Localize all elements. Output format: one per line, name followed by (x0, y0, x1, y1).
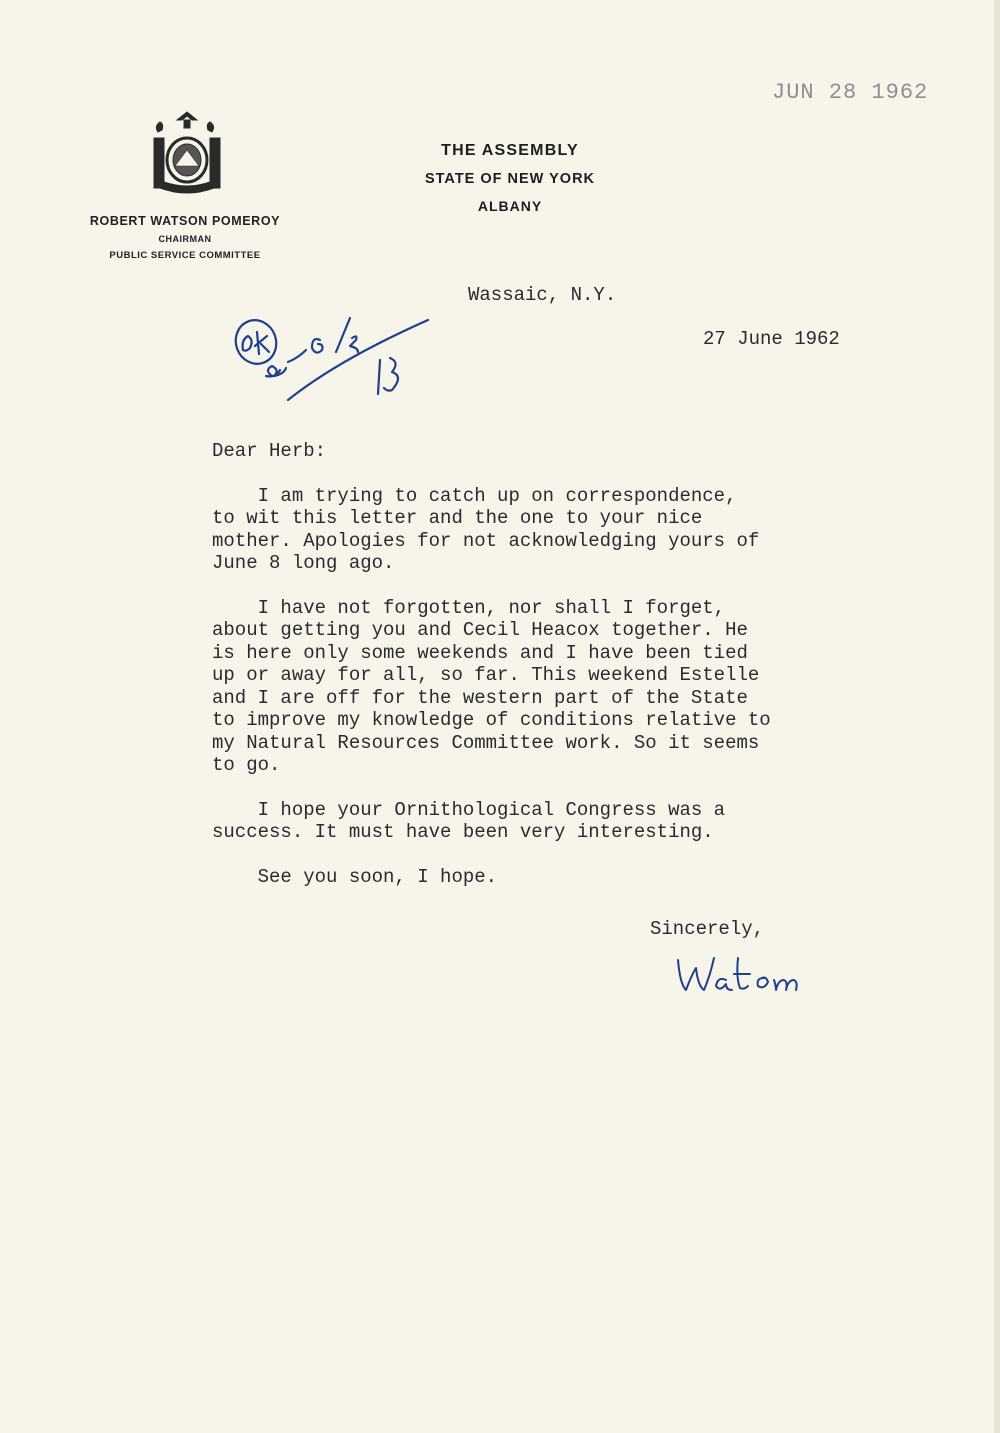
paragraph-line: success. It must have been very interesting. (212, 821, 714, 843)
new-york-state-seal-icon (140, 110, 235, 195)
greeting: Dear Herb: (212, 440, 327, 462)
paragraph-line: to improve my knowledge of conditions relative to (212, 709, 771, 731)
paragraph-line: June 8 long ago. (212, 552, 395, 574)
letterhead-line-state: STATE OF NEW YORK (424, 171, 596, 187)
paragraph-line: about getting you and Cecil Heacox together. He (212, 619, 748, 641)
sender-title: CHAIRMAN (158, 234, 212, 244)
paragraph-4 (212, 866, 902, 889)
handwritten-signature (672, 950, 812, 1000)
paragraph-1 (212, 485, 902, 575)
received-date-stamp: JUN 28 1962 (772, 80, 929, 105)
paragraph-2 (212, 597, 902, 777)
paragraph-line: to go. (212, 754, 281, 776)
paragraph-3 (212, 799, 902, 844)
paragraph-line: my Natural Resources Committee work. So it seems (212, 731, 760, 754)
signature-text: Watson (672, 950, 676, 951)
letter-date: 27 June 1962 (703, 328, 840, 350)
paragraph-line: to wit this letter and the one to your nice (212, 507, 703, 529)
letterhead-line-assembly: THE ASSEMBLY (441, 142, 579, 159)
letter-place: Wassaic, N.Y. (468, 284, 617, 306)
paragraph-line: I have not forgotten, nor shall I forget, (212, 596, 726, 619)
paragraph-line: mother. Apologies for not acknowledging yours of (212, 529, 760, 552)
paragraph-line: I hope your Ornithological Congress was a (212, 798, 726, 821)
sender-block (60, 214, 310, 261)
paragraph-line: See you soon, I hope. (212, 865, 498, 888)
letterhead-title (360, 142, 660, 214)
paragraph-line: I am trying to catch up on correspondence, (212, 484, 737, 507)
sender-name: ROBERT WATSON POMEROY (89, 214, 281, 228)
letterhead-line-city: ALBANY (477, 198, 543, 214)
paragraph-line: up or away for all, so far. This weekend Estelle (212, 664, 760, 686)
paper-edge (994, 0, 1000, 1433)
sender-committee: PUBLIC SERVICE COMMITTEE (109, 250, 261, 261)
paragraph-line: is here only some weekends and I have been tied (212, 641, 748, 664)
closing: Sincerely, (650, 918, 765, 940)
letter-body (212, 440, 902, 910)
annotation-text: OK @ 6/28 HB (228, 300, 236, 301)
handwritten-annotation (228, 300, 438, 410)
paragraph-line: and I are off for the western part of the State (212, 686, 748, 709)
